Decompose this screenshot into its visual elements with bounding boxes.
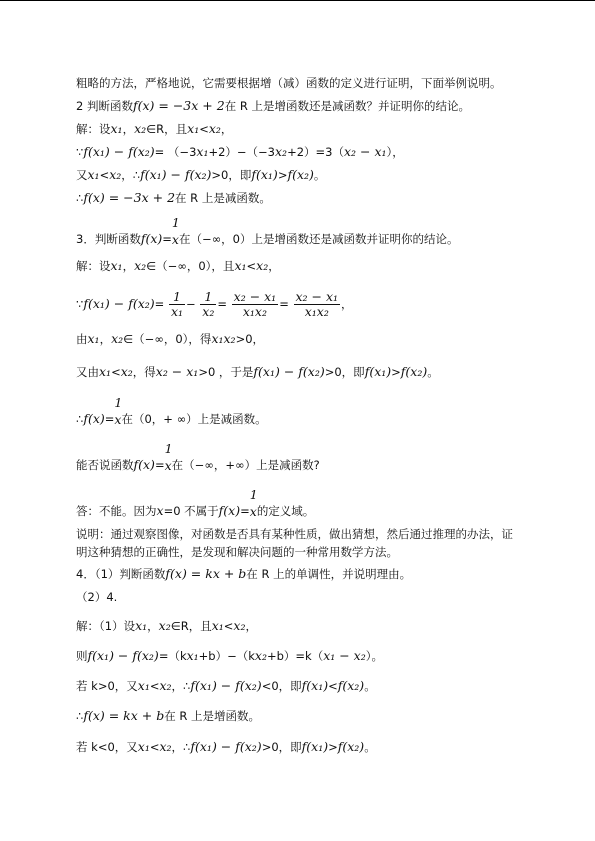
formula: f(x) = −3x + 2 (83, 190, 176, 205)
var: x₁ (87, 167, 100, 182)
solution-4-conclusion (76, 708, 260, 724)
text: +b）=k（ (266, 649, 324, 663)
text: =0 不属于 (163, 504, 219, 518)
formula: f(x) = kx + b (165, 566, 247, 581)
var: x₁ (99, 364, 112, 379)
text: = (154, 297, 165, 311)
formula: f(x₁) (301, 678, 329, 693)
text: = (217, 297, 227, 311)
question (76, 440, 320, 473)
text: 。 (364, 740, 376, 754)
problem-2-title (76, 98, 470, 114)
formula: f(x₁) − f(x₂) (140, 167, 212, 182)
formula: f(x) (218, 503, 241, 518)
answer (76, 486, 315, 519)
text: 答：不能。因为 (76, 504, 157, 518)
var: x₂ (254, 648, 267, 663)
var: x₂ (120, 364, 133, 379)
text: ∴ (76, 191, 84, 205)
text: < (99, 168, 110, 182)
var: x₁ (110, 258, 123, 273)
text: ， (122, 122, 135, 136)
text: ∈R，且 (170, 619, 212, 633)
solution-3-step3 (76, 364, 439, 380)
solution-4-step3 (76, 739, 376, 755)
text: （2）4. (76, 590, 118, 604)
text: ）。 (365, 649, 383, 663)
text: 解：（1）设 (76, 619, 136, 633)
numerator: 1 (171, 214, 180, 230)
var: x₁x₂ (211, 331, 236, 346)
fraction (171, 214, 180, 247)
text: 若 k<0，又 (76, 740, 138, 754)
text: < (149, 679, 160, 693)
numerator: 1 (114, 394, 123, 410)
text: > (391, 365, 401, 379)
fraction (200, 290, 216, 319)
var: x₁ (137, 678, 150, 693)
text: 在 R 上是增函数还是减函数？并证明你的结论。 (224, 99, 470, 113)
problem-3-title (76, 214, 459, 247)
text: ∈R，且 (146, 122, 188, 136)
solution-3-setup (76, 258, 280, 274)
text: ∈（−∞，0），得 (123, 332, 212, 346)
var: x₁ (234, 258, 247, 273)
text: 解：设 (76, 122, 111, 136)
text: = (162, 232, 172, 246)
var: x₁ (135, 618, 148, 633)
paragraph-intro (76, 75, 502, 91)
text: > (328, 740, 338, 754)
formula: f(x₂) (287, 167, 314, 182)
formula: f(x) = −3x + 2 (132, 98, 225, 113)
numerator: 1 (200, 290, 216, 305)
text: ， (220, 122, 233, 136)
formula: f(x₁) − f(x₂) (253, 364, 325, 379)
text: 又由 (76, 365, 99, 379)
var: x₁ (110, 121, 123, 136)
text: 若 k>0，又 (76, 679, 138, 693)
text: 4．（1）判断函数 (76, 567, 166, 581)
solution-4-step2 (76, 678, 376, 694)
text: ∵ (76, 145, 84, 159)
solution-2-setup (76, 121, 232, 137)
text: = （−3 (154, 145, 197, 159)
text: 。 (313, 168, 326, 182)
var: x (156, 503, 164, 518)
text: ∴ (76, 412, 84, 426)
numerator: 1 (249, 486, 258, 502)
denominator: x (114, 411, 122, 427)
formula: f(x₁) − f(x₂) (190, 678, 262, 693)
text: 则 (76, 649, 88, 663)
solution-2-step1 (76, 144, 404, 160)
top-rule (0, 0, 595, 1)
text: − (186, 297, 196, 311)
solution-3-step1 (76, 290, 353, 319)
text: ， (122, 259, 135, 273)
text: < (111, 365, 121, 379)
solution-4-setup (76, 618, 257, 634)
var: x₂ (233, 618, 246, 633)
formula: f(x₂) (337, 739, 365, 754)
text: ，∴ (171, 740, 191, 754)
denominator: x (171, 231, 179, 247)
text: >0，即 (261, 740, 302, 754)
var: x₂ (208, 121, 221, 136)
var: x₂ (256, 258, 269, 273)
formula: f(x) = kx + b (83, 708, 165, 723)
var: x₂ (111, 331, 124, 346)
problem-4-title (76, 566, 411, 582)
text: = (240, 504, 250, 518)
text: 在 R 上的单调性，并说明理由。 (246, 567, 412, 581)
formula: f(x) (133, 457, 155, 472)
formula: f(x₂) (400, 364, 428, 379)
var: x₂ − x₁ (343, 144, 387, 159)
text: < (223, 619, 234, 633)
text: 又 (76, 168, 88, 182)
var: x₂ − x₁ (155, 364, 199, 379)
formula: f(x₁) (251, 167, 278, 182)
formula: f(x) (83, 411, 105, 426)
text: +2）=3（ (287, 145, 344, 159)
var: x₁ − x₂ (323, 648, 366, 663)
note-line-1 (76, 526, 513, 542)
note-line-2 (76, 544, 398, 560)
formula: f(x₁) − f(x₂) (83, 296, 155, 311)
text: >0，即 (211, 168, 252, 182)
text: ，∴ (121, 168, 141, 182)
text: >0，即 (324, 365, 365, 379)
var: x₁ (187, 121, 200, 136)
text: ，得 (132, 365, 156, 379)
var: x₁ (211, 618, 224, 633)
var: x₁ (137, 739, 150, 754)
var: x₂ (275, 144, 288, 159)
text: < (246, 259, 257, 273)
text: 在（0，+ ∞）上是减函数。 (121, 412, 267, 426)
var: x₂ (158, 618, 171, 633)
text: = (279, 297, 289, 311)
formula: f(x₁) − f(x₂) (190, 739, 262, 754)
text: ，∴ (171, 679, 191, 693)
fraction (249, 486, 258, 519)
text: 解：设 (76, 259, 111, 273)
problem-4-part-2 (76, 589, 117, 605)
text: ∵ (76, 297, 84, 311)
var: x₂ (109, 167, 122, 182)
text: 的定义域。 (256, 504, 315, 518)
text: 2 判断函数 (76, 99, 133, 113)
text: < (199, 122, 209, 136)
formula: f(x₂) (337, 678, 365, 693)
solution-3-step2 (76, 331, 264, 347)
denominator: x₁x₂ (304, 304, 329, 319)
text: =（k (158, 649, 187, 663)
text: 粗略的方法，严格地说，它需要根据增（减）函数的定义进行证明，下面举例说明。 (76, 76, 502, 90)
denominator: x₂ (202, 304, 215, 319)
text: ）， (386, 145, 404, 159)
text: < (149, 740, 160, 754)
text: > (277, 168, 288, 182)
var: x₂ (134, 121, 147, 136)
formula: f(x) (140, 231, 163, 246)
text: ， (268, 259, 280, 273)
solution-3-conclusion (76, 394, 267, 427)
numerator: 1 (169, 290, 185, 305)
var: x₁ (87, 331, 100, 346)
text: 在 R 上是减函数。 (175, 191, 271, 205)
denominator: x₁x₂ (242, 304, 267, 319)
var: x₁ (186, 648, 199, 663)
var: x₂ (134, 258, 147, 273)
fraction (114, 394, 123, 427)
var: x₂ (159, 739, 172, 754)
var: x₂ (159, 678, 172, 693)
text: 。 (427, 365, 439, 379)
formula: f(x₁) (301, 739, 329, 754)
text: ∴ (76, 709, 84, 723)
text: 在（−∞，+∞）上是减函数? (171, 458, 320, 472)
text: >0 ，于是 (198, 365, 254, 379)
fraction (164, 440, 173, 473)
text: ， (245, 619, 257, 633)
fraction (294, 290, 341, 319)
text: 在（−∞，0）上是增函数还是减函数并证明你的结论。 (178, 232, 459, 246)
text: 在 R 上是增函数。 (164, 709, 261, 723)
text: = (104, 412, 115, 426)
text: ， (99, 332, 112, 346)
numerator: x₂ − x₁ (295, 289, 339, 304)
text: 能否说函数 (76, 458, 134, 472)
var: x₁ (196, 144, 209, 159)
numerator: 1 (164, 440, 173, 456)
text: ∈（−∞，0），且 (146, 259, 235, 273)
fraction (232, 290, 279, 319)
solution-2-step2 (76, 167, 325, 183)
text: = (154, 458, 165, 472)
fraction (169, 290, 185, 319)
solution-2-conclusion (76, 190, 271, 206)
text: 3．判断函数 (76, 232, 141, 246)
text: < (328, 679, 338, 693)
solution-4-step1 (76, 648, 383, 664)
formula: f(x₁) − f(x₂) (83, 144, 155, 159)
text: 由 (76, 332, 88, 346)
numerator: x₂ − x₁ (233, 289, 277, 304)
text: +2）−（−3 (208, 145, 275, 159)
text: 说明：通过观察图像，对函数是否具有某种性质，做出猜想，然后通过推理的办法，证 (76, 527, 513, 541)
text: >0， (235, 332, 265, 346)
denominator: x (249, 503, 257, 519)
text: 。 (364, 679, 376, 693)
text: ， (147, 619, 159, 633)
text: 明这种猜想的正确性，是发现和解决问题的一种常用数学方法。 (76, 545, 398, 559)
formula: f(x₁) − f(x₂) (87, 648, 159, 663)
text: +b）−（k (198, 649, 255, 663)
denominator: x (164, 457, 172, 473)
text: ， (341, 297, 353, 311)
denominator: x₁ (170, 304, 183, 319)
formula: f(x₁) (364, 364, 392, 379)
text: <0，即 (261, 679, 302, 693)
